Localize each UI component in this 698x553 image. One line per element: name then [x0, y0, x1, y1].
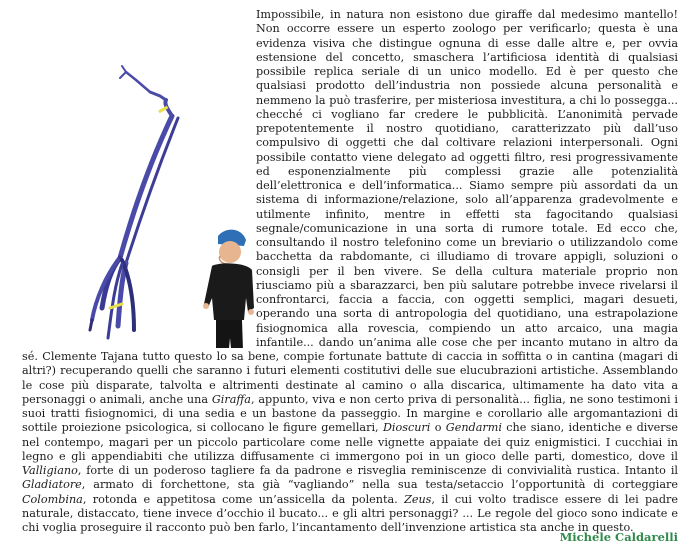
artwork-title-gladiatore: Gladiatore — [22, 478, 82, 492]
text-segment: , rotonda e appetitosa come un’assicella da polenta. — [82, 492, 405, 506]
man-figure-icon — [203, 230, 254, 348]
text-segment: , armato di forchettone, sta già “vagliando” nella sua testa/setaccio l’opportunità di corteggiare — [81, 478, 678, 492]
author-signature: Michele Caldarelli — [559, 530, 678, 544]
text-segment: , il cui volto tradisce essere di lei padre naturale, distaccato, tiene invece d’occhio il bucato... e gli altri personaggi? ... Le regole del gioco sono indicate e chi voglia proseguire il racconto può ben farlo, l’incantamento dell’invenzione artistica sta anche in questo. — [22, 492, 678, 534]
artwork-title-valligiano: Valligiano — [22, 464, 78, 477]
text-segment: , forte di un poderoso tagliere fa da padrone e risveglia reminiscenze di convivialità rustica. Intanto il — [77, 464, 678, 477]
giraffe-artwork-photo — [22, 8, 256, 348]
article-page — [22, 8, 678, 548]
artwork-title-dioscuri: Dioscuri — [382, 421, 431, 435]
text-segment: , appunto, viva e non certo priva di personalità... figlia, ne sono testimoni i suoi tratti fisiognomici, di una sedia e un bastone da passeggio. In margine e corollario alle argomantazioni di sottile proiezione psicologica, si collocano le figure gemellari, — [22, 392, 679, 435]
text-segment: che siano, identiche e diverse nel contempo, magari per un piccolo particolare come nelle vignette appaiate dei quiz enigmistici. I cucchiai in legno e gli appendiabiti che utilizza diffusamente ci immergono poi in un gioco delle parti, domestico, dove il — [22, 421, 678, 463]
artwork-title-colombina: Colombina — [22, 492, 83, 506]
artwork-title-gendarmi: Gendarmi — [445, 421, 502, 435]
artwork-title-giraffa: Giraffa — [211, 392, 251, 406]
text-segment: o — [430, 421, 446, 435]
artwork-title-zeus: Zeus — [404, 492, 432, 506]
giraffe-sculpture-icon — [22, 8, 256, 348]
text-segment: Impossibile, in natura non esistono due giraffe dal medesimo mantello! Non occorre essere un esperto zoologo per verificarlo; questa è una evidenza visiva che distingue ognuna di esse dalle altre e, per ovvia estensione del concetto, smaschera l’artificiosa identità di qualsiasi possibile replica seriale di un unico modello. Ed è per questo che qualsiasi prodotto dell’industria non possiede alcuna personalità e nemmeno la può trasferire, per misteriosa investitura, a chi lo possegga... checché ci vogliano far credere le pubblicità. L’anonimità pervade prepotentemente il nostro quotidiano, caratterizzato più dall’uso compulsivo di oggetti che dal coltivare relazioni interpersonali. Ogni possibile contatto viene delegato ad oggetti filtro, resi progressivamente ed esponenzialmente più complessi grazie alle potenzialità dell’elettronica e dell’informatica... Siamo sempre più assordati da un sistema di informazione/relazione, solo all’apparenza gradevolmente e utilmente infinito, mentre in effetti sta fagocitando qualsiasi segnale/comunicazione in una sorta di rumore totale. Ed ecco che, consultando il nostro telefonino come un breviario o utilizzandolo come bacchetta da rabdomante, ci illudiamo di trovare appigli, soluzioni o consigli per il ben vivere. Se della cultura materiale proprio non riusciamo più a sbarazzarci, ben più salutare potrebbe invece rivelarsi il confrontarci, faccia a faccia, con oggetti semplici, magari desueti, operando una sorta di antropologia del quotidiano, una estrapolazione fisiognomica alla rovescia, compiendo un atto arcaico, una magia infantile... dando un’anima alle cose che per incanto mutano in altro da sé. Clemente Tajana tutto questo lo sa bene, compie fortunate battute di caccia in soffitta o in cantina (magari di altri?) recuperando quelli che saranno i futuri elementi costitutivi delle sue elucubrazioni artistiche. Assemblando le cose più disparate, talvolta e altrimenti destinate al camino o alla discarica, ultimamente ha dato vita a personaggi o animali, anche una — [22, 8, 678, 406]
